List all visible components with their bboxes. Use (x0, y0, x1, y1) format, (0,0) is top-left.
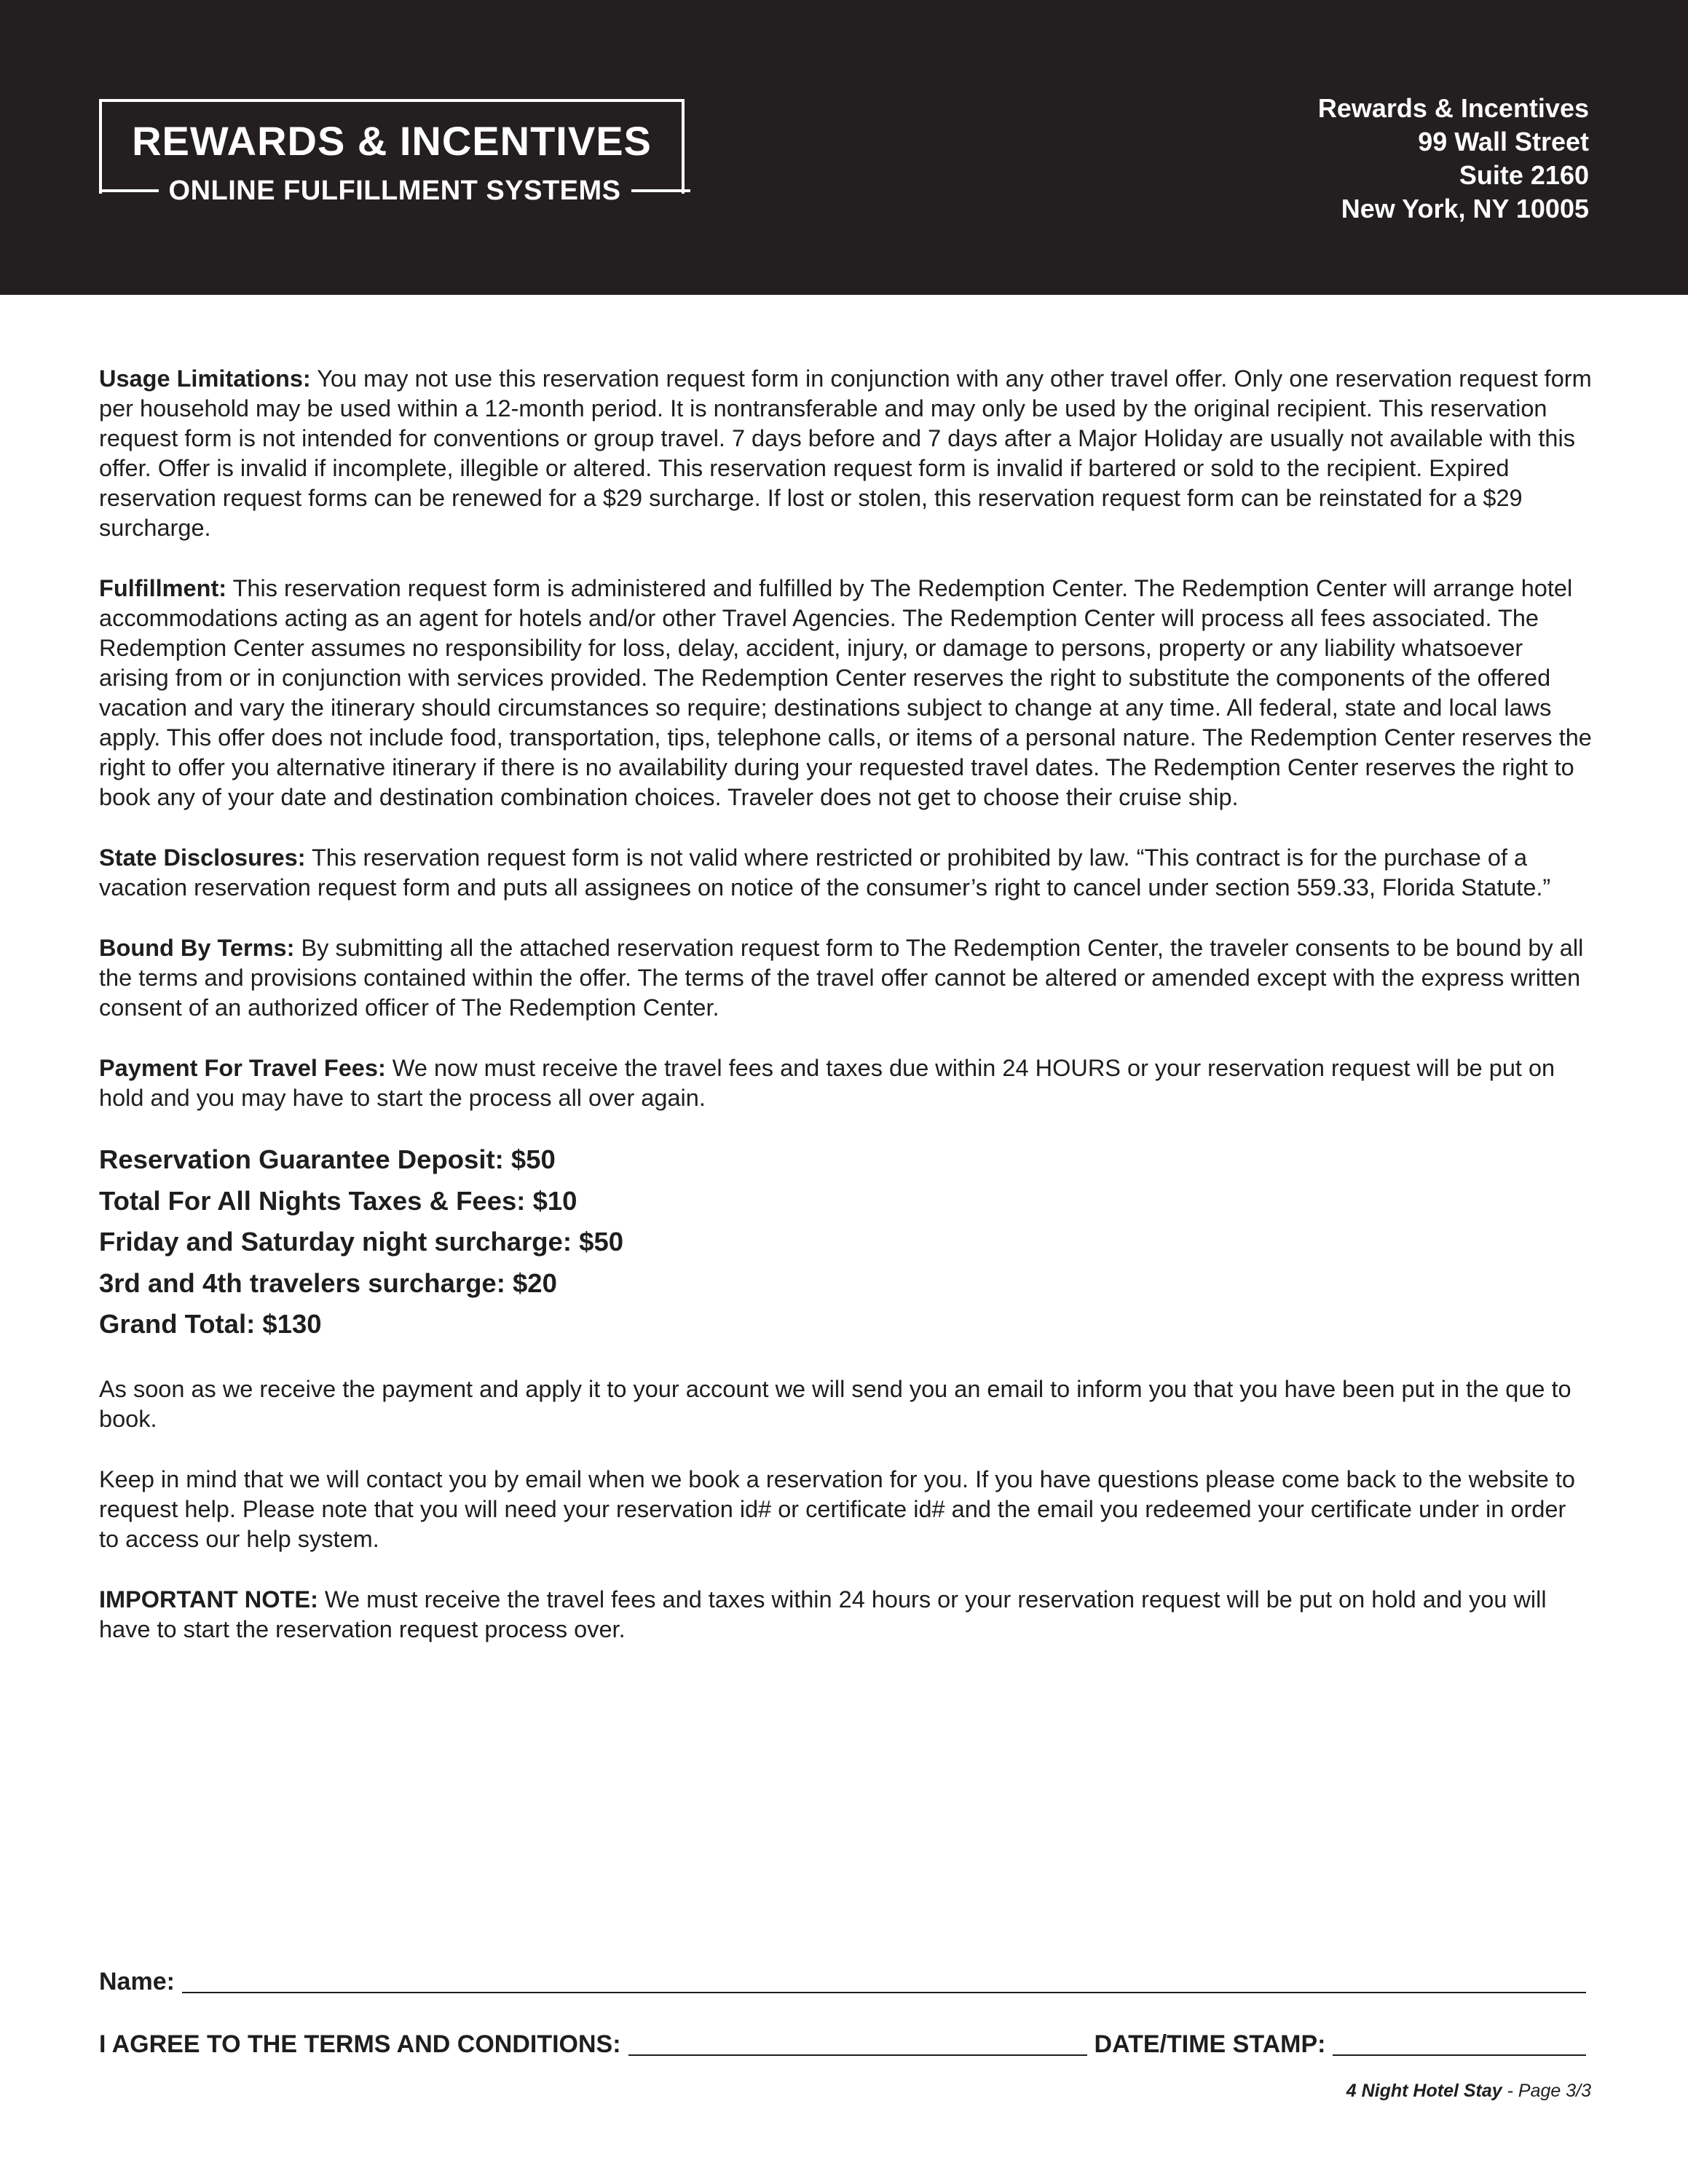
company-address (1318, 92, 1589, 226)
fee-weekend-surcharge: Friday and Saturday night surcharge: $50 (99, 1227, 624, 1257)
logo-rule-right (631, 189, 691, 192)
section-heading: Fulfillment: (99, 575, 227, 601)
section-text: You may not use this reservation request form in conjunction with any other travel offer. Only one reservation request form per household may be used within a 12-month period. It is nontransferable and may only be used by the original recipient. This reservation request form is not intended for conventions or group travel. 7 days before and 7 days after a Major Holiday are usually not available with this offer. Offer is invalid if incomplete, illegible or altered. This reservation request form is invalid if bartered or sold to the recipient. Expired reservation request forms can be renewed for a $29 surcharge. If lost or stolen, this reservation request form can be reinstated for a $29 surcharge. (99, 365, 1592, 541)
terms-body (99, 364, 1592, 1675)
payment-confirmation-paragraph: As soon as we receive the payment and apply it to your account we will send you an email to inform you that you have been put in the que to book. (99, 1375, 1571, 1432)
important-text: We must receive the travel fees and taxes within 24 hours or your reservation request will be put on hold and you will have to start the reservation request process over. (99, 1586, 1547, 1642)
agreement-row (99, 2030, 1586, 2059)
fee-grand-total: Grand Total: $130 (99, 1309, 322, 1339)
section-heading: Usage Limitations: (99, 365, 311, 392)
contact-paragraph: Keep in mind that we will contact you by email when we book a reservation for you. If you have questions please come back to the website to request help. Please note that you will need your reservation id# or certificate id# and the email you redeemed your certificate under in order to access our help system. (99, 1465, 1575, 1552)
important-heading: IMPORTANT NOTE: (99, 1586, 318, 1613)
section-heading: Payment For Travel Fees: (99, 1055, 386, 1081)
payment-section (99, 1053, 1592, 1113)
section-heading: Bound By Terms: (99, 935, 295, 961)
address-line-street: 99 Wall Street (1418, 127, 1589, 157)
section-text: This reservation request form is not valid where restricted or prohibited by law. “This contract is for the purchase of a vacation reservation request form and puts all assignees on notice of the consumer’s right to cancel under section 559.33, Florida Statute.” (99, 844, 1551, 901)
bound-by-terms-section (99, 933, 1592, 1023)
important-note (99, 1585, 1592, 1645)
company-logo (99, 99, 685, 206)
section-text: By submitting all the attached reservation request form to The Redemption Center, the traveler consents to be bound by all the terms and provisions contained within the offer. The terms of the travel offer cannot be altered or amended except with the express written consent of an authorized officer of The Redemption Center. (99, 935, 1584, 1021)
usage-limitations-section (99, 364, 1592, 543)
state-disclosures-section (99, 843, 1592, 903)
section-text: We now must receive the travel fees and taxes due within 24 HOURS or your reservation request will be put on hold and you may have to start the process all over again. (99, 1055, 1555, 1111)
section-text: This reservation request form is administered and fulfilled by The Redemption Center. The Redemption Center will arrange hotel accommodations acting as an agent for hotels and/or other Travel Agencies. The Redemption Center will process all fees associated. The Redemption Center assumes no responsibility for loss, delay, accident, injury, or damage to persons, property or any liability whatsoever arising from or in conjunction with services provided. The Redemption Center reserves the right to substitute the components of the offered vacation and vary the itinerary should circumstances so require; destinations subject to change at any time. All federal, state and local laws apply. This offer does not include food, transportation, tips, telephone calls, or items of a personal nature. The Redemption Center reserves the right to offer you alternative itinerary if there is no availability during your requested travel dates. The Redemption Center reserves the right to book any of your date and destination combination choices. Traveler does not get to choose their cruise ship. (99, 575, 1592, 810)
footer-document-title: 4 Night Hotel Stay (1346, 2081, 1502, 2101)
address-line-suite: Suite 2160 (1459, 160, 1589, 190)
name-label: Name: (99, 1968, 175, 1995)
fee-list (99, 1139, 1592, 1345)
agree-label: I AGREE TO THE TERMS AND CONDITIONS: (99, 2030, 621, 2058)
address-line-city: New York, NY 10005 (1341, 194, 1589, 223)
fee-deposit: Reservation Guarantee Deposit: $50 (99, 1144, 556, 1174)
fulfillment-section (99, 574, 1592, 812)
date-time-label: DATE/TIME STAMP: (1094, 2030, 1326, 2058)
page-footer (1346, 2081, 1591, 2102)
name-field[interactable] (182, 1970, 1586, 1993)
page-header (0, 0, 1688, 295)
fee-extra-travelers: 3rd and 4th travelers surcharge: $20 (99, 1267, 557, 1298)
section-heading: State Disclosures: (99, 844, 306, 871)
fee-taxes: Total For All Nights Taxes & Fees: $10 (99, 1185, 577, 1216)
logo-title: REWARDS & INCENTIVES (132, 118, 652, 164)
date-time-field[interactable] (1333, 2033, 1586, 2056)
footer-page-number: - Page 3/3 (1502, 2081, 1591, 2101)
address-line-company: Rewards & Incentives (1317, 93, 1589, 123)
name-row (99, 1967, 1586, 1996)
agree-signature-field[interactable] (628, 2033, 1087, 2056)
logo-subtitle-row (99, 175, 690, 207)
logo-subtitle: ONLINE FULFILLMENT SYSTEMS (168, 175, 621, 206)
logo-rule-left (99, 189, 159, 192)
